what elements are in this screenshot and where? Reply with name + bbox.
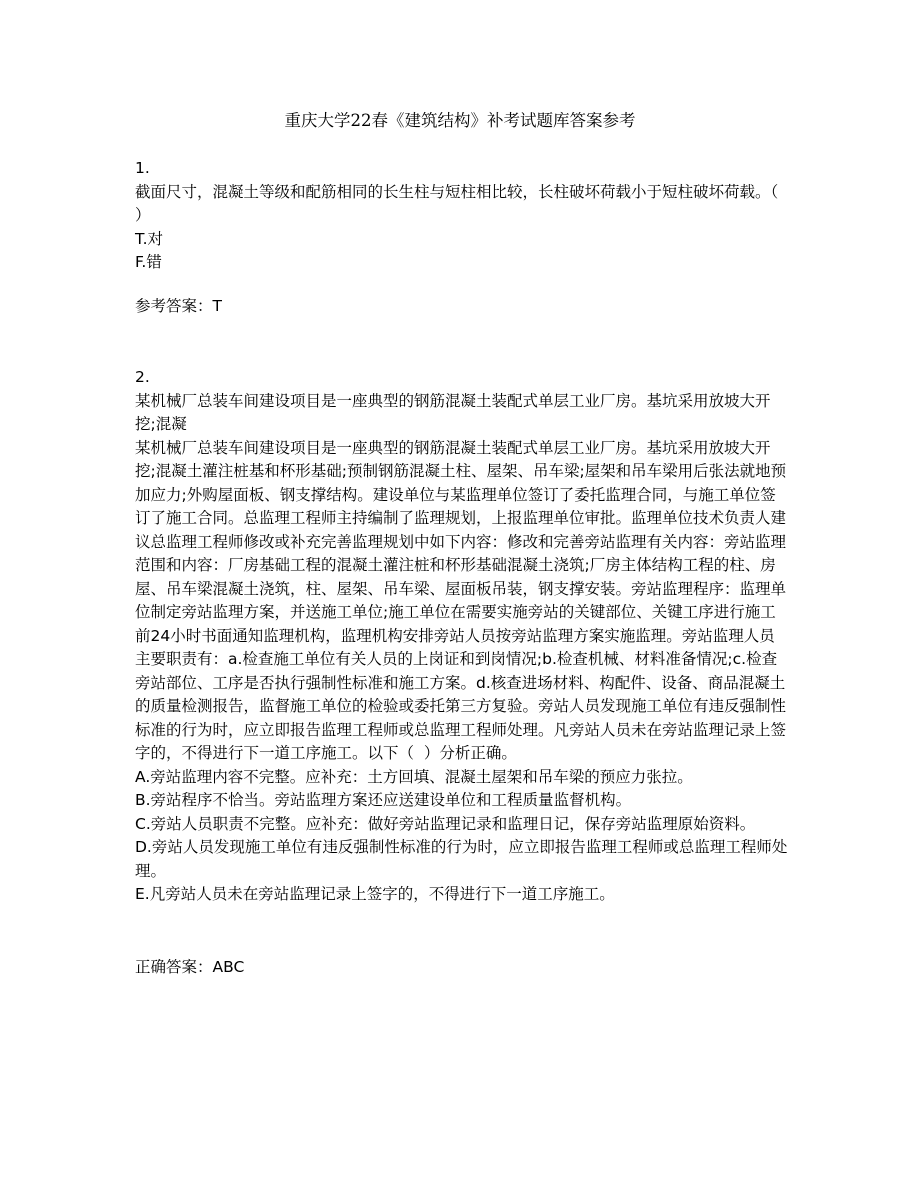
option-c: C.旁站人员职责不完整。应补充：做好旁站监理记录和监理日记，保存旁站监理原始资料。 xyxy=(135,814,756,833)
question-number: 2. xyxy=(135,368,150,386)
option-b: B.旁站程序不恰当。旁站监理方案还应送建设单位和工程质量监督机构。 xyxy=(135,791,632,809)
correct-answer: 正确答案：ABC xyxy=(135,957,245,976)
question-stem: 截面尺寸，混凝土等级和配筋相同的长生柱与短柱相比较，长柱破坏荷载小于短柱破坏荷载。（ ） xyxy=(135,182,789,224)
question-2 xyxy=(135,366,790,979)
question-1 xyxy=(135,157,790,318)
question-stem-preview: 某机械厂总装车间建设项目是一座典型的钢筋混凝土装配式单层工业厂房。基坑采用放坡大开挖;混凝 xyxy=(135,391,771,433)
question-number: 1. xyxy=(135,159,150,177)
question-stem: 某机械厂总装车间建设项目是一座典型的钢筋混凝土装配式单层工业厂房。基坑采用放坡大开挖;混凝土灌注桩基和杯形基础;预制钢筋混凝土柱、屋架、吊车梁;屋架和吊车梁用后张法就地预加应力;外购屋面板、钢支撑结构。建设单位与某监理单位签订了委托监理合同，与施工单位签订了施工合同。总监理工程师主持编制了监理规划，上报监理单位审批。监理单位技术负责人建议总监理工程师修改或补充完善监理规划中如下内容：修改和完善旁站监理有关内容：旁站监理范围和内容：厂房基础工程的混凝土灌注桩和杯形基础混凝土浇筑;厂房主体结构工程的柱、房屋、吊车梁混凝土浇筑，柱、屋架、吊车梁、屋面板吊装，钢支撑安装。旁站监理程序：监理单位制定旁站监理方案，并送施工单位;施工单位在需要实施旁站的关键部位、关键工序进行施工前24小时书面通知监理机构，监理机构安排旁站人员按旁站监理方案实施监理。旁站监理人员主要职责有：a.检查施工单位有关人员的上岗证和到岗情况;b.检查机械、材料准备情况;c.检查旁站部位、工序是否执行强制性标准和施工方案。d.核查进场材料、构配件、设备、商品混凝土的质量检测报告，监督施工单位的检验或委托第三方复验。旁站人员发现施工单位有违反强制性标准的行为时，应立即报告监理工程师或总监理工程师处理。凡旁站人员未在旁站监理记录上签字的，不得进行下一道工序施工。以下（ ）分析正确。 xyxy=(135,438,787,762)
page-title: 重庆大学22春《建筑结构》补考试题库答案参考 xyxy=(284,111,636,130)
option-d: D.旁站人员发现施工单位有违反强制性标准的行为时，应立即报告监理工程师或总监理工程师处理。 xyxy=(135,838,788,880)
option-f: F.错 xyxy=(135,253,162,271)
option-a: A.旁站监理内容不完整。应补充：土方回填、混凝土屋架和吊车梁的预应力张拉。 xyxy=(135,767,693,786)
option-e: E.凡旁站人员未在旁站监理记录上签字的，不得进行下一道工序施工。 xyxy=(135,885,615,903)
option-t: T.对 xyxy=(135,229,164,248)
reference-answer: 参考答案：T xyxy=(135,296,222,315)
